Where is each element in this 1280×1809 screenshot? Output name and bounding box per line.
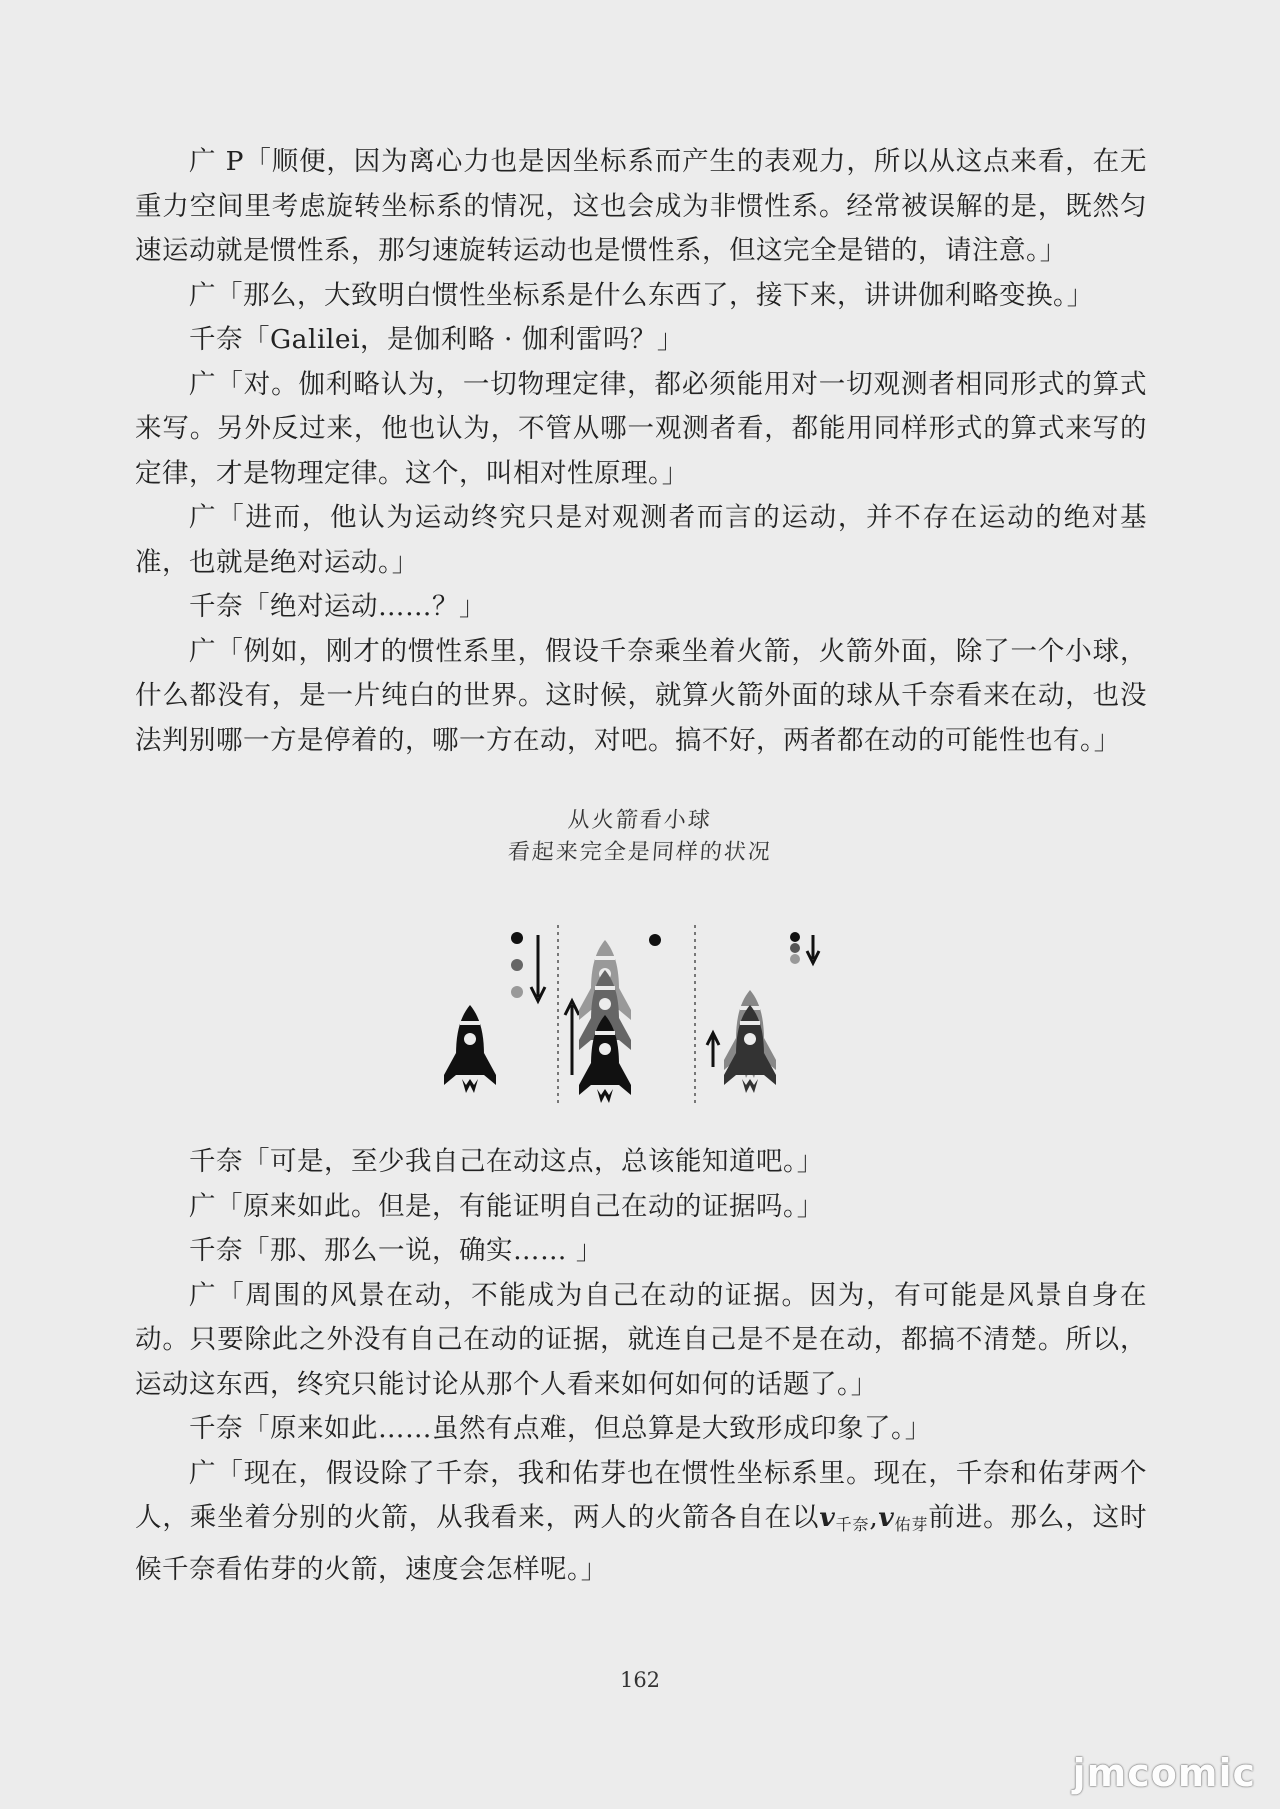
- rocket-ball-illustration: [420, 905, 840, 1115]
- arrow-down-icon: [531, 935, 545, 1001]
- paragraph-with-variables: [135, 1452, 1147, 1593]
- ball-icon: [649, 934, 661, 946]
- paragraph: 千奈「原来如此……虽然有点难，但总算是大致形成印象了。」: [189, 1413, 932, 1444]
- velocity-subscript: 千奈: [835, 1515, 870, 1534]
- paragraph: 广「例如，刚才的惯性系里，假设千奈乘坐着火箭，火箭外面，除了一个小球，什么都没有，是一片纯白的世界。这时候，就算火箭外面的球从千奈看来在动，也没法判别哪一方是停着的，哪一方在动，对吧。搞不好，两者都在动的可能性也有。」: [135, 635, 1147, 756]
- velocity-variable: v: [878, 1502, 895, 1533]
- ball-icon: [511, 986, 523, 998]
- ball-icon: [790, 943, 800, 953]
- ball-icon: [790, 932, 800, 942]
- arrow-up-icon: [707, 1033, 719, 1067]
- rocket-icon: [444, 1005, 496, 1093]
- ball-icon: [511, 959, 523, 971]
- paragraph-text: 广「现在，假设除了千奈，我和佑芽也在惯性坐标系里。现在，千奈和佑芽两个人，乘坐着分别的火箭，从我看来，两人的火箭各自在以: [135, 1457, 1147, 1533]
- page-number: 162: [619, 1668, 661, 1692]
- paragraph: 千奈「那、那么一说，确实…… 」: [189, 1235, 603, 1266]
- figure-caption-line2: 看起来完全是同样的状况: [506, 840, 773, 865]
- paragraph: 千奈「Galilei，是伽利略 · 伽利雷吗？」: [189, 324, 684, 355]
- paragraph: 千奈「绝对运动……？」: [189, 591, 486, 622]
- paragraph-text: 前进。那么，这时候千奈看佑芽的火箭，速度会怎样呢。」: [135, 1502, 1147, 1585]
- figure-caption-line1: 从火箭看小球: [566, 808, 713, 833]
- text-block-bottom: [135, 1140, 1147, 1592]
- ball-icon: [790, 954, 800, 964]
- paragraph: 广「对。伽利略认为，一切物理定律，都必须能用对一切观测者相同形式的算式来写。另外反过来，他也认为，不管从哪一观测者看，都能用同样形式的算式来写的定律，才是物理定律。这个，叫相对性原理。」: [135, 368, 1147, 489]
- velocity-subscript: 佑芽: [894, 1515, 929, 1534]
- velocity-variable: v: [819, 1502, 836, 1533]
- arrow-down-icon: [807, 935, 819, 963]
- paragraph: 广 P「顺便，因为离心力也是因坐标系而产生的表观力，所以从这点来看，在无重力空间里考虑旋转坐标系的情况，这也会成为非惯性系。经常被误解的是，既然匀速运动就是惯性系，那匀速旋转运动也是惯性系，但这完全是错的，请注意。」: [135, 146, 1147, 266]
- watermark-logo: jmcomic: [1072, 1751, 1256, 1795]
- paragraph: 广「那么，大致明白惯性坐标系是什么东西了，接下来，讲讲伽利略变换。」: [189, 279, 1094, 311]
- comma: ,: [869, 1502, 879, 1533]
- paragraph: 广「进而，他认为运动终究只是对观测者而言的运动，并不存在运动的绝对基准，也就是绝对运动。」: [135, 502, 1147, 578]
- paragraph: 千奈「可是，至少我自己在动这点，总该能知道吧。」: [189, 1146, 824, 1177]
- arrow-up-icon: [565, 1001, 579, 1075]
- text-block-top: [135, 140, 1147, 763]
- ball-icon: [511, 932, 523, 944]
- paragraph: 广「原来如此。但是，有能证明自己在动的证据吗。」: [189, 1190, 824, 1222]
- paragraph: 广「周围的风景在动，不能成为自己在动的证据。因为，有可能是风景自身在动。只要除此之外没有自己在动的证据，就连自己是不是在动，都搞不清楚。所以，运动这东西，终究只能讨论从那个人看来如何如何的话题了。」: [135, 1279, 1147, 1400]
